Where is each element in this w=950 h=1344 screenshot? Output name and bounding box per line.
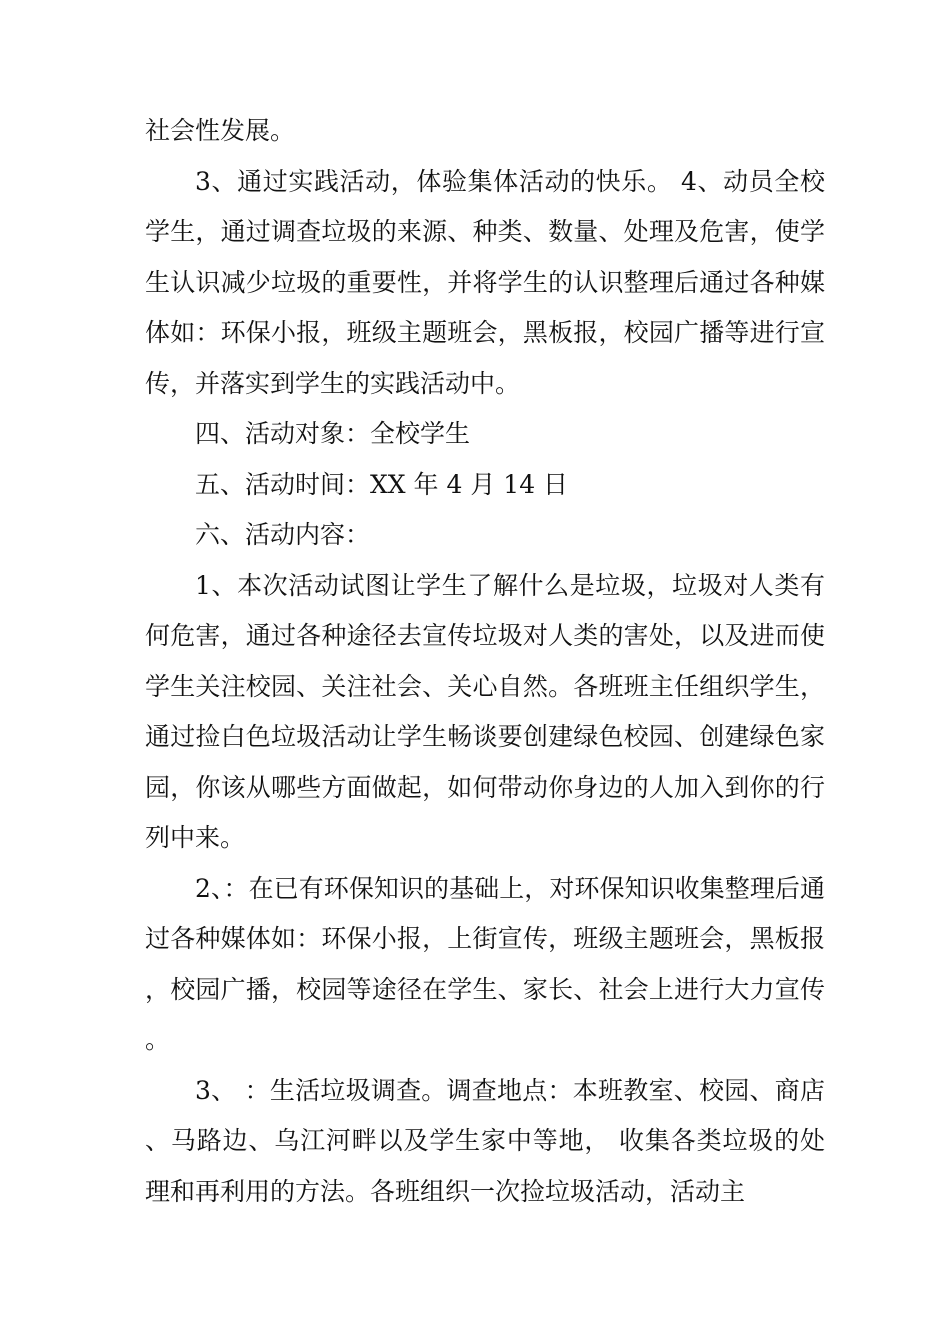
paragraph-section-6: 六、活动内容：	[195, 520, 371, 549]
paragraph-content-2: 2、：在已有环保知识的基础上，对环保知识收集整理后通过各种媒体如：环保小报，上街宣传，班级主题班会，黑板报，校园广播，校园等途径在学生、家长、社会上进行大力宣传。	[145, 873, 825, 1054]
paragraph-section-4: 四、活动对象：全校学生	[195, 419, 471, 448]
paragraph-content-3: 3、 ：生活垃圾调查。调查地点：本班教室、校园、商店、马路边、乌江河畔以及学生家中等地， 收集各类垃圾的处理和再利用的方法。各班组织一次捡垃圾活动，活动主	[145, 1075, 825, 1206]
document-body	[145, 106, 825, 1217]
paragraph-content-1: 1、本次活动试图让学生了解什么是垃圾，垃圾对人类有何危害，通过各种途径去宣传垃圾对人类的害处，以及进而使学生关注校园、关注社会、关心自然。各班班主任组织学生，通过捡白色垃圾活动让学生畅谈要创建绿色校园、创建绿色家园，你该从哪些方面做起，如何带动你身边的人加入到你的行列中来。	[145, 570, 825, 852]
paragraph-continuation: 社会性发展。	[145, 116, 296, 145]
paragraph-section-5: 五、活动时间：XX 年 4 月 14 日	[195, 469, 569, 499]
paragraph-item-3-4: 3、通过实践活动，体验集体活动的快乐。 4、动员全校学生，通过调查垃圾的来源、种类、数量、处理及危害，使学生认识减少垃圾的重要性，并将学生的认识整理后通过各种媒体如：环保小报，班级主题班会，黑板报，校园广播等进行宣传，并落实到学生的实践活动中。	[145, 166, 825, 398]
